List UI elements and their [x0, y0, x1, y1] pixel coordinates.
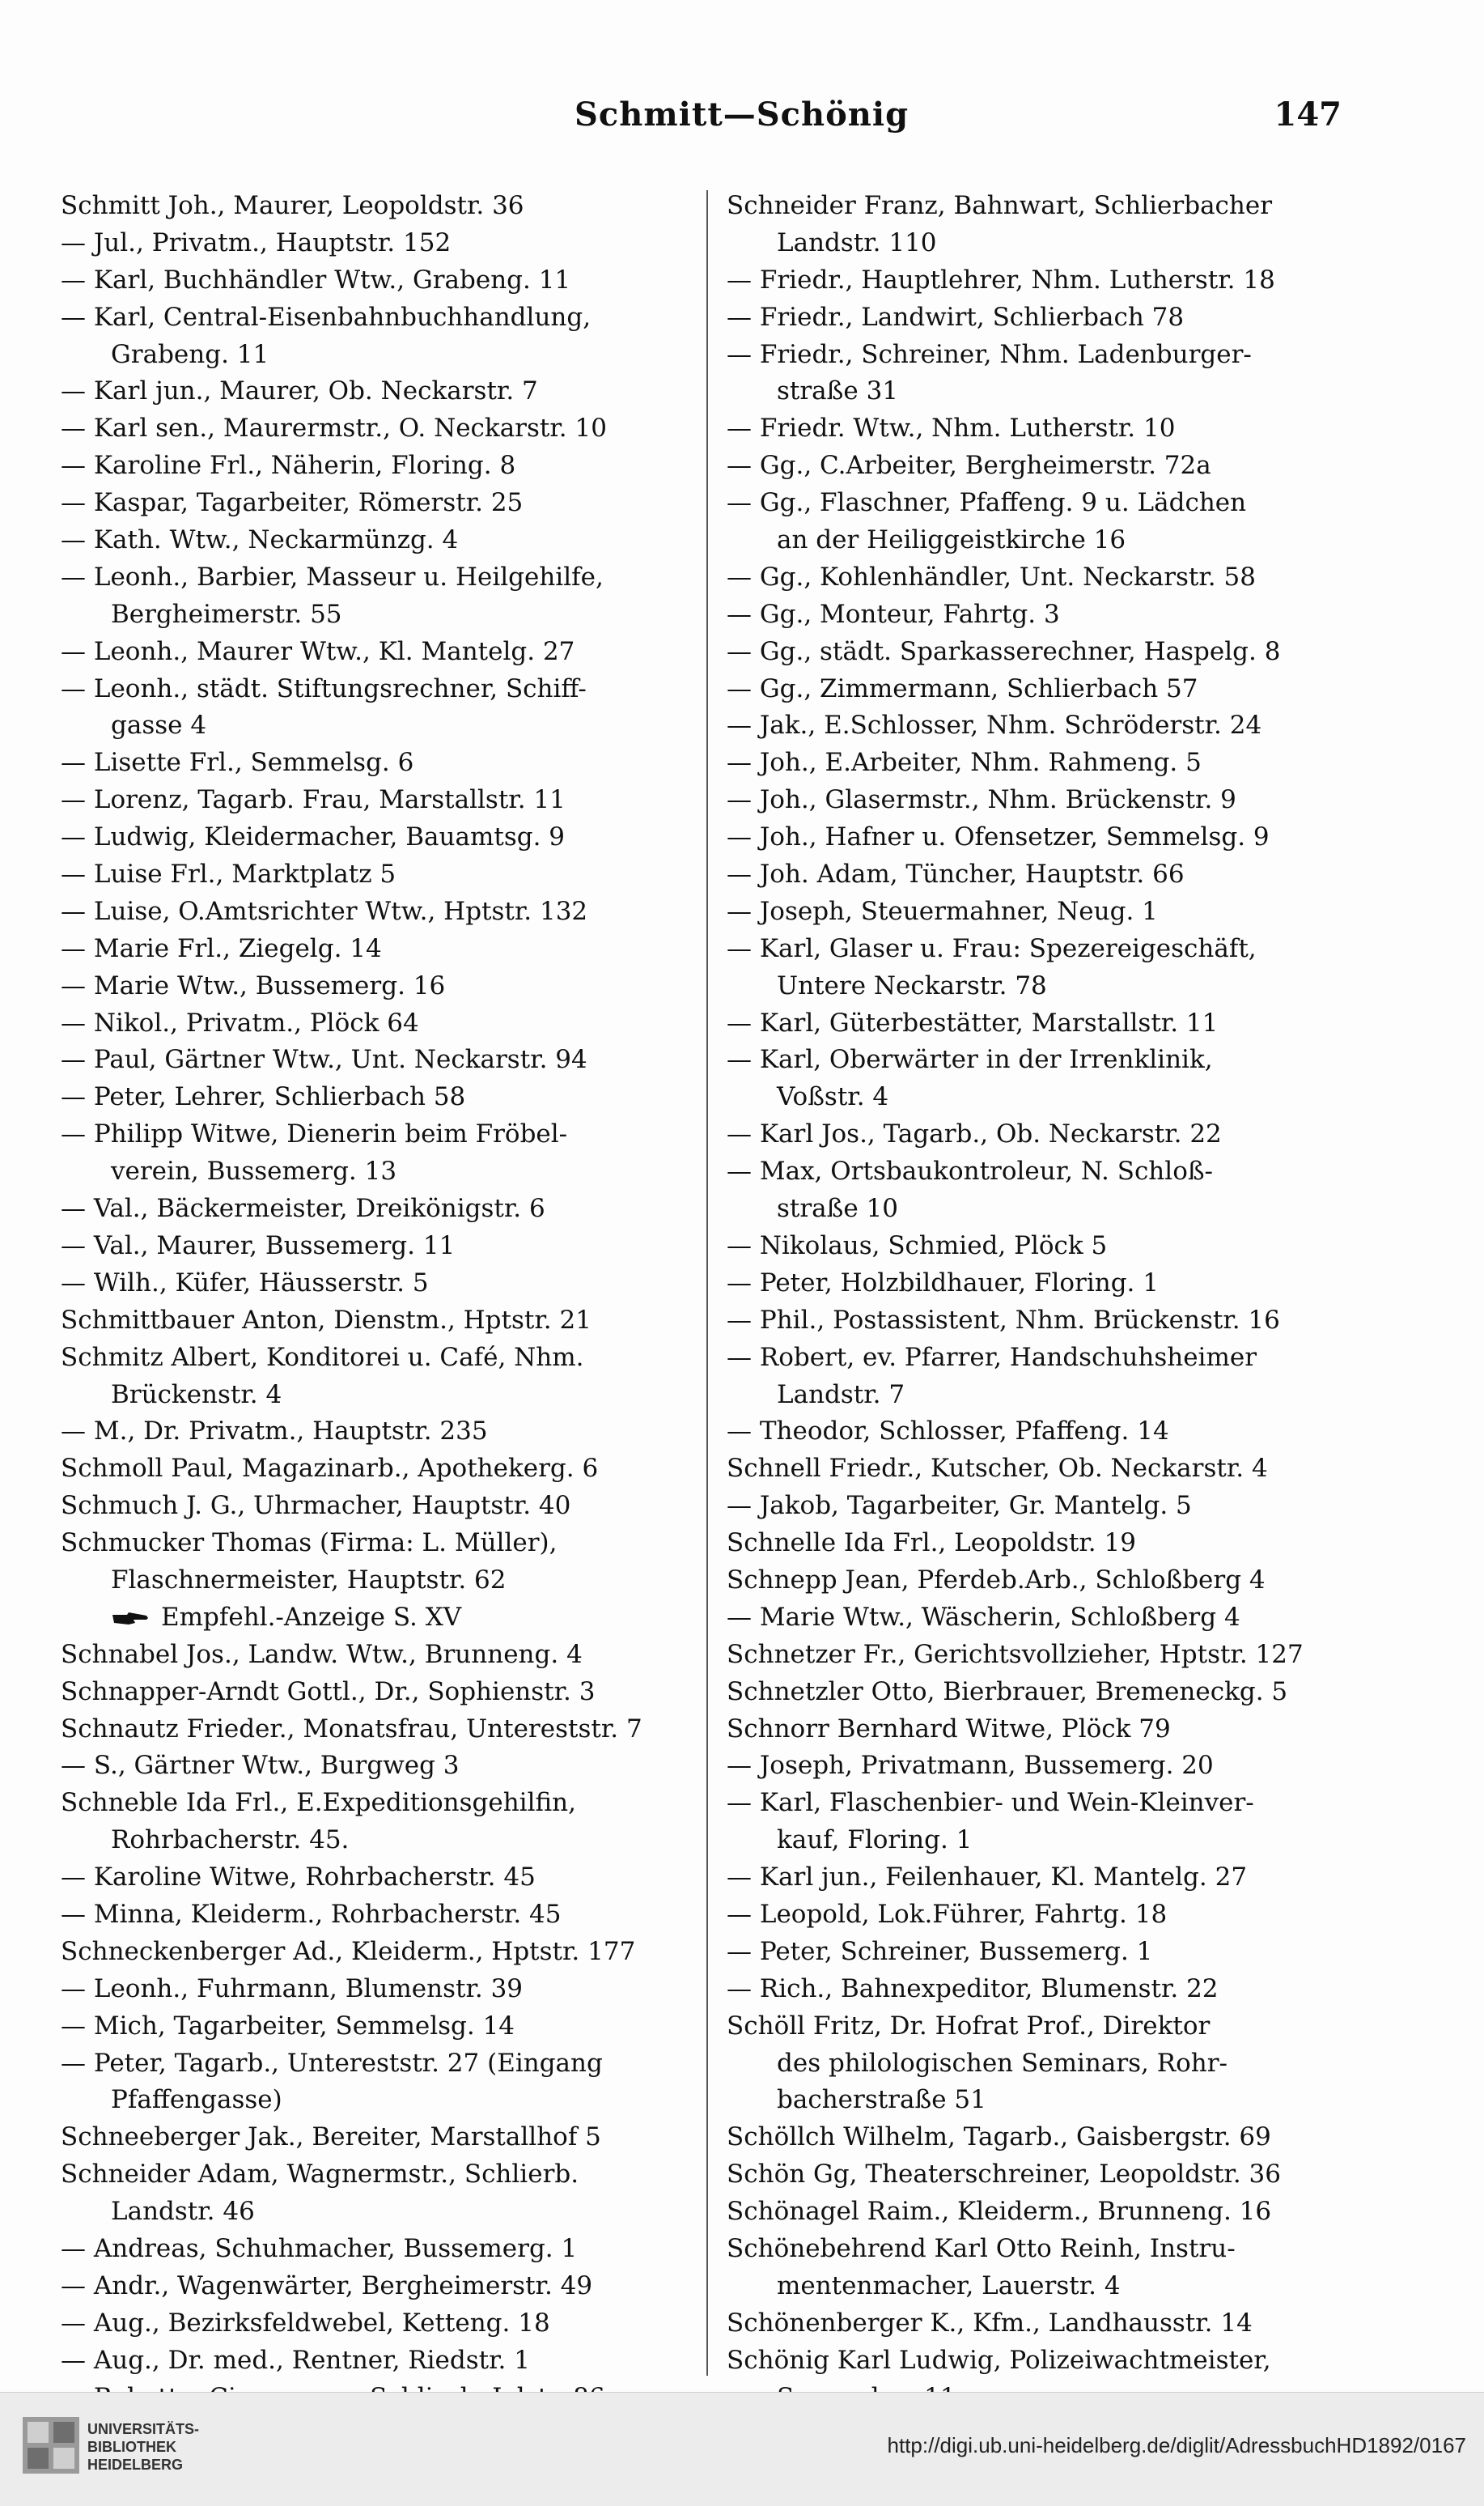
right-entry-line: — Karl, Flaschenbier- und Wein-Kleinver-	[727, 1788, 1254, 1818]
left-entry-line: Schnabel Jos., Landw. Wtw., Brunneng. 4	[61, 1639, 583, 1669]
left-entry-line: Schnautz Frieder., Monatsfrau, Untereststr. 7	[61, 1714, 642, 1744]
right-entry-line: — Gg., Zimmermann, Schlierbach 57	[727, 673, 1198, 703]
right-entry-line: — Karl Jos., Tagarb., Ob. Neckarstr. 22	[727, 1119, 1222, 1149]
left-entry-line: Schneble Ida Frl., E.Expeditionsgehilfin,	[61, 1788, 576, 1818]
right-entry-line: — Joseph, Steuermahner, Neug. 1	[727, 896, 1158, 926]
right-entry-line: Schöll Fritz, Dr. Hofrat Prof., Direktor	[727, 2011, 1211, 2041]
left-entry-line: — Aug., Dr. med., Rentner, Riedstr. 1	[61, 2345, 530, 2375]
right-entry-line: Schönig Karl Ludwig, Polizeiwachtmeister,	[727, 2345, 1271, 2375]
left-entry-line: verein, Bussemerg. 13	[111, 1157, 397, 1187]
right-entry-line: — Karl, Oberwärter in der Irrenklinik,	[727, 1045, 1213, 1075]
right-entry-line: Schön Gg, Theaterschreiner, Leopoldstr. 36	[727, 2160, 1281, 2190]
right-entry-line: — Rich., Bahnexpeditor, Blumenstr. 22	[727, 1973, 1219, 2003]
right-entry-line: Voßstr. 4	[777, 1082, 889, 1112]
right-entry-line: Schnell Friedr., Kutscher, Ob. Neckarstr. 4	[727, 1454, 1268, 1484]
right-entry-line: — Marie Wtw., Wäscherin, Schloßberg 4	[727, 1602, 1240, 1632]
left-entry-line: — Val., Maurer, Bussemerg. 11	[61, 1230, 456, 1260]
left-entry-line: — S., Gärtner Wtw., Burgweg 3	[61, 1751, 460, 1781]
left-entry-line: Brückenstr. 4	[111, 1379, 282, 1409]
right-entry-line: bacherstraße 51	[777, 2085, 986, 2115]
right-entry-line: Schnorr Bernhard Witwe, Plöck 79	[727, 1714, 1171, 1744]
right-column	[727, 188, 1366, 2416]
left-column	[61, 188, 708, 2416]
left-entry-line: — Luise, O.Amtsrichter Wtw., Hptstr. 132	[61, 896, 588, 926]
right-entry-line: — Friedr., Landwirt, Schlierbach 78	[727, 302, 1185, 332]
left-entry-line: — Karl jun., Maurer, Ob. Neckarstr. 7	[61, 376, 538, 406]
right-entry-line: Schönebehrend Karl Otto Reinh, Instru-	[727, 2233, 1236, 2263]
left-entry-line: Schmittbauer Anton, Dienstm., Hptstr. 21	[61, 1305, 591, 1335]
library-name: UNIVERSITÄTS- BIBLIOTHEK HEIDELBERG	[87, 2421, 200, 2473]
right-entry-line: — Peter, Holzbildhauer, Floring. 1	[727, 1268, 1159, 1298]
right-entry-line: — Leopold, Lok.Führer, Fahrtg. 18	[727, 1899, 1168, 1929]
right-entry-line: mentenmacher, Lauerstr. 4	[777, 2270, 1121, 2300]
right-entry-line: des philologischen Seminars, Rohr-	[777, 2048, 1228, 2078]
left-entry-line: Grabeng. 11	[111, 339, 269, 369]
left-entry-line: — Nikol., Privatm., Plöck 64	[61, 1008, 419, 1038]
left-entry-line: Landstr. 46	[111, 2197, 255, 2227]
viewer-footer	[0, 2392, 1484, 2506]
left-entry-line: — Aug., Bezirksfeldwebel, Ketteng. 18	[61, 2308, 550, 2338]
left-entry-line: Flaschnermeister, Hauptstr. 62	[111, 1565, 507, 1595]
left-entry-line: — Jul., Privatm., Hauptstr. 152	[61, 227, 452, 257]
left-entry-line: — Paul, Gärtner Wtw., Unt. Neckarstr. 94	[61, 1045, 587, 1075]
right-entry-line: Schöllch Wilhelm, Tagarb., Gaisbergstr. 69	[727, 2122, 1271, 2152]
left-entry-line: Schmitz Albert, Konditorei u. Café, Nhm.	[61, 1342, 584, 1372]
right-entry-line: — Joh., E.Arbeiter, Nhm. Rahmeng. 5	[727, 748, 1202, 778]
right-entry-line: — Robert, ev. Pfarrer, Handschuhsheimer	[727, 1342, 1257, 1372]
right-entry-line: Landstr. 110	[777, 227, 937, 257]
right-entry-line: Schnepp Jean, Pferdeb.Arb., Schloßberg 4	[727, 1565, 1266, 1595]
left-entry-line: — Kath. Wtw., Neckarmünzg. 4	[61, 525, 459, 555]
left-entry-line: — Philipp Witwe, Dienerin beim Fröbel-	[61, 1119, 568, 1149]
left-entry-line: — Lorenz, Tagarb. Frau, Marstallstr. 11	[61, 785, 566, 815]
left-entry-line: — Karl sen., Maurermstr., O. Neckarstr. 10	[61, 414, 607, 444]
pointing-hand-icon	[111, 1608, 150, 1628]
right-entry-line: — Karl, Glaser u. Frau: Spezereigeschäft,	[727, 933, 1257, 963]
right-entry-line: Schneider Franz, Bahnwart, Schlierbacher	[727, 191, 1273, 220]
left-entry-line: Schneeberger Jak., Bereiter, Marstallhof 5	[61, 2122, 601, 2152]
left-entry-line: — Minna, Kleiderm., Rohrbacherstr. 45	[61, 1899, 562, 1929]
right-entry-line: — Gg., städt. Sparkasserechner, Haspelg. 8	[727, 636, 1281, 666]
left-entry-line: — Wilh., Küfer, Häusserstr. 5	[61, 1268, 429, 1298]
right-entry-line: — Gg., Kohlenhändler, Unt. Neckarstr. 58	[727, 562, 1256, 592]
left-entry-line: gasse 4	[111, 711, 207, 741]
left-entry-line: — Karl, Buchhändler Wtw., Grabeng. 11	[61, 265, 571, 295]
right-entry-line: Untere Neckarstr. 78	[777, 971, 1047, 1000]
left-entry-line: — Ludwig, Kleidermacher, Bauamtsg. 9	[61, 822, 566, 852]
right-entry-line: straße 10	[777, 1194, 899, 1224]
left-entry-line: — Marie Frl., Ziegelg. 14	[61, 933, 382, 963]
right-entry-line: — Friedr., Hauptlehrer, Nhm. Lutherstr. 18	[727, 265, 1275, 295]
column-divider	[706, 190, 708, 2376]
left-entry-line: — Marie Wtw., Bussemerg. 16	[61, 971, 446, 1000]
right-entry-line: — Gg., C.Arbeiter, Bergheimerstr. 72a	[727, 451, 1211, 481]
left-entry-line: — Peter, Tagarb., Untereststr. 27 (Eingang	[61, 2048, 603, 2078]
right-entry-line: — Friedr. Wtw., Nhm. Lutherstr. 10	[727, 414, 1176, 444]
right-entry-line: — Friedr., Schreiner, Nhm. Ladenburger-	[727, 339, 1252, 369]
right-entry-line: an der Heiliggeistkirche 16	[777, 525, 1126, 555]
running-head	[0, 96, 1484, 136]
left-entry-line: Schmitt Joh., Maurer, Leopoldstr. 36	[61, 191, 524, 220]
right-entry-line: — Karl, Güterbestätter, Marstallstr. 11	[727, 1008, 1219, 1038]
right-entry-line: — Joh., Glasermstr., Nhm. Brückenstr. 9	[727, 785, 1236, 815]
left-entry-line: Schneckenberger Ad., Kleiderm., Hptstr. 177	[61, 1936, 636, 1966]
left-entry-line: — Luise Frl., Marktplatz 5	[61, 860, 396, 890]
right-entry-line: — Gg., Monteur, Fahrtg. 3	[727, 599, 1060, 629]
university-library-logo-icon	[23, 2417, 79, 2474]
left-entry-line: Rohrbacherstr. 45.	[111, 1825, 350, 1855]
right-entry-line: kauf, Floring. 1	[777, 1825, 973, 1855]
right-entry-line: — Peter, Schreiner, Bussemerg. 1	[727, 1936, 1153, 1966]
right-entry-line: — Karl jun., Feilenhauer, Kl. Mantelg. 27	[727, 1863, 1248, 1892]
left-entry-line: — Leonh., Maurer Wtw., Kl. Mantelg. 27	[61, 636, 575, 666]
source-url-link[interactable]: http://digi.ub.uni-heidelberg.de/diglit/AdressbuchHD1892/0167	[887, 2433, 1466, 2457]
left-entry-line: — Karoline Frl., Näherin, Floring. 8	[61, 451, 516, 481]
left-entry-line: — Karl, Central-Eisenbahnbuchhandlung,	[61, 302, 591, 332]
left-entry-line: Schmoll Paul, Magazinarb., Apothekerg. 6	[61, 1454, 599, 1484]
right-entry-line: Landstr. 7	[777, 1379, 905, 1409]
right-entry-line: straße 31	[777, 376, 899, 406]
left-entry-line: — M., Dr. Privatm., Hauptstr. 235	[61, 1417, 488, 1446]
right-entry-line: — Theodor, Schlosser, Pfaffeng. 14	[727, 1417, 1169, 1446]
left-entry-line: — Leonh., Barbier, Masseur u. Heilgehilfe,	[61, 562, 604, 592]
left-entry-line: — Karoline Witwe, Rohrbacherstr. 45	[61, 1863, 536, 1892]
left-entry-line: — Lisette Frl., Semmelsg. 6	[61, 748, 414, 778]
left-entry-line: Schneider Adam, Wagnermstr., Schlierb.	[61, 2160, 579, 2190]
left-entry-line: Pfaffengasse)	[111, 2085, 282, 2115]
left-entry-line: — Kaspar, Tagarbeiter, Römerstr. 25	[61, 488, 524, 518]
right-entry-line: Schönagel Raim., Kleiderm., Brunneng. 16	[727, 2197, 1272, 2227]
left-entry-line: Schnapper-Arndt Gottl., Dr., Sophienstr. 3	[61, 1676, 596, 1706]
left-entry-line: — Leonh., städt. Stiftungsrechner, Schiff-	[61, 673, 587, 703]
left-entry-line: — Andreas, Schuhmacher, Bussemerg. 1	[61, 2233, 578, 2263]
right-entry-line: — Joh., Hafner u. Ofensetzer, Semmelsg. 9	[727, 822, 1270, 852]
left-entry-line: Schmucker Thomas (Firma: L. Müller),	[61, 1528, 558, 1558]
left-entry-line: Bergheimerstr. 55	[111, 599, 342, 629]
right-entry-line: Schnetzer Fr., Gerichtsvollzieher, Hptstr. 127	[727, 1639, 1304, 1669]
page-title: Schmitt—Schönig	[575, 96, 909, 134]
right-entry-line: — Nikolaus, Schmied, Plöck 5	[727, 1230, 1108, 1260]
right-entry-line: — Gg., Flaschner, Pfaffeng. 9 u. Lädchen	[727, 488, 1247, 518]
right-entry-line: Schönenberger K., Kfm., Landhausstr. 14	[727, 2308, 1253, 2338]
right-entry-line: — Max, Ortsbaukontroleur, N. Schloß-	[727, 1157, 1214, 1187]
left-entry-line: — Mich, Tagarbeiter, Semmelsg. 14	[61, 2011, 515, 2041]
right-entry-line: Schnetzler Otto, Bierbrauer, Bremeneckg. 5	[727, 1676, 1288, 1706]
right-entry-line: Schnelle Ida Frl., Leopoldstr. 19	[727, 1528, 1136, 1558]
left-entry-line: Empfehl.-Anzeige S. XV	[61, 1599, 708, 1637]
right-entry-line: — Jak., E.Schlosser, Nhm. Schröderstr. 24	[727, 711, 1262, 741]
right-entry-line: — Joseph, Privatmann, Bussemerg. 20	[727, 1751, 1214, 1781]
right-entry-line: — Jakob, Tagarbeiter, Gr. Mantelg. 5	[727, 1491, 1192, 1521]
left-entry-line: Schmuch J. G., Uhrmacher, Hauptstr. 40	[61, 1491, 571, 1521]
left-entry-line: — Andr., Wagenwärter, Bergheimerstr. 49	[61, 2270, 593, 2300]
page-number: 147	[1274, 96, 1342, 134]
right-entry-line: — Phil., Postassistent, Nhm. Brückenstr. 16	[727, 1305, 1280, 1335]
left-entry-line: — Val., Bäckermeister, Dreikönigstr. 6	[61, 1194, 545, 1224]
left-entry-line: — Peter, Lehrer, Schlierbach 58	[61, 1082, 466, 1112]
left-entry-line: — Leonh., Fuhrmann, Blumenstr. 39	[61, 1973, 524, 2003]
right-entry-line: — Joh. Adam, Tüncher, Hauptstr. 66	[727, 860, 1185, 890]
